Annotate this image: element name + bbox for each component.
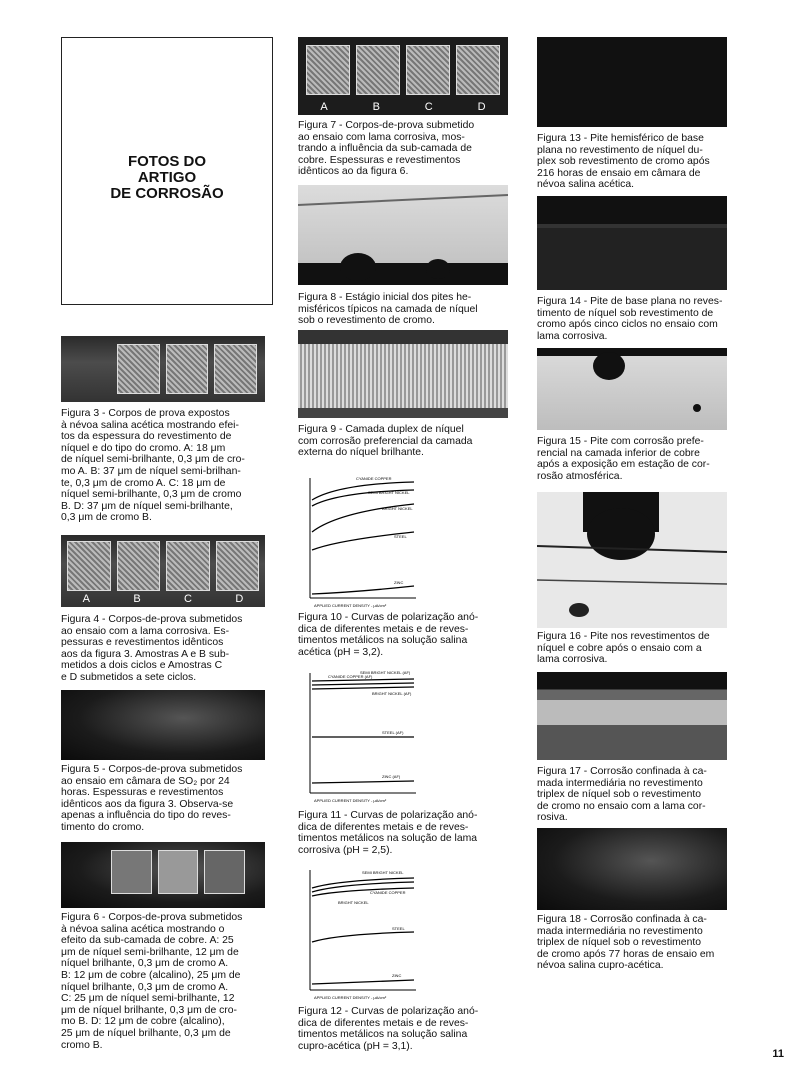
specimen-panel [204,850,245,894]
figure-8-photo [298,185,508,285]
figure-18-photo [537,828,727,910]
panel-label: C [424,101,433,113]
specimen-panel [67,541,111,591]
series-label: SEMI BRIGHT NICKEL [362,870,404,875]
page-number: 11 [772,1048,784,1060]
figure-16-photo [537,492,727,628]
figure-16-caption: Figura 16 - Pite nos revestimentos de níquel e cobre após o ensaio com a lama corrosiva. [537,631,710,666]
pit-illustration [537,492,727,628]
figure-8-caption: Figura 8 - Estágio inicial dos pites he- misféricos típicos na camada de níquel sob o revestimento de cromo. [298,292,478,327]
series-label: STEEL (AF) [382,730,404,735]
series-label: STEEL [392,926,405,931]
series-label: CYANIDE COPPER [356,476,392,481]
panel-label: A [82,593,91,605]
figure-12-chart [298,862,418,1002]
figure-3-caption: Figura 3 - Corpos de prova expostos à névoa salina acética mostrando efei- tos da espessura do revestimento de níquel e do tipo do cromo. A: 18 μm de níquel semi-brilhante, 0,3 μm de cro- mo A. B: 37 μm de níquel semi-brilhan- te, 0,3 μm de cromo A. C: 18 μm de níquel semi-brilhante, 0,3 μm de cromo B. D: 37 μm de níquel semi-brilhante, 0,3 μm de cromo B. [61,408,245,524]
figure-11-chart [298,665,418,805]
series-label: STEEL [394,534,407,539]
figure-14-caption: Figura 14 - Pite de base plana no reves- timento de níquel sob revestimento de cromo após cinco ciclos no ensaio com lama corrosiva. [537,296,723,342]
page-title: FOTOS DO ARTIGO DE CORROSÃO [110,153,224,202]
series-label: ZINC [392,973,402,978]
specimen-panel [306,45,350,95]
figure-18-caption: Figura 18 - Corrosão confinada à ca- mada intermediária no revestimento triplex de níquel sob o revestimento de cromo após 77 horas de ensaio em névoa salina cupro-acética. [537,914,715,972]
pit-illustration [537,348,727,430]
figure-5-caption: Figura 5 - Corpos-de-prova submetidos ao ensaio em câmara de SO₂ por 24 horas. Espessuras e revestimentos idênticos aos da figura 3. Observa-se apenas a influência do tipo do reves- timento do cromo. [61,764,243,833]
figure-4-photo [61,535,265,607]
pit-illustration [298,185,508,285]
figure-5-photo [61,690,265,760]
figure-9-caption: Figura 9 - Camada duplex de níquel com corrosão preferencial da camada externa do níquel brilhante. [298,424,473,459]
figure-7-photo [298,37,508,115]
specimen-panel [111,850,152,894]
series-label: BRIGHT NICKEL (AF) [372,691,412,696]
series-label: SEMI BRIGHT NICKEL (AF) [360,670,411,675]
panel-labels [298,101,508,113]
x-axis-label: APPLIED CURRENT DENSITY - μA/cm² [314,798,387,803]
figure-13-caption: Figura 13 - Pite hemisférico de base plana no revestimento de níquel du- plex sob revestimento de cromo após 216 horas de ensaio em câmara de névoa salina acética. [537,133,710,191]
panel-label: B [133,593,141,605]
figure-10-chart [298,470,418,610]
series-label: BRIGHT NICKEL [338,900,369,905]
series-label: SEMI BRIGHT NICKEL [368,490,410,495]
figure-17-photo [537,672,727,760]
figure-14-photo [537,196,727,290]
title-box [61,37,273,305]
panel-label: C [184,593,192,605]
panel-labels [61,593,265,605]
x-axis-label: APPLIED CURRENT DENSITY - μA/cm² [314,995,387,1000]
figure-6-photo [61,842,265,908]
series-label: BRIGHT NICKEL [382,506,413,511]
specimen-panel [158,850,199,894]
specimen-panel [166,344,209,394]
figure-7-caption: Figura 7 - Corpos-de-prova submetido ao ensaio com lama corrosiva, mos- trando a influência da sub-camada de cobre. Espessuras e revestimentos idênticos ao da figura 6. [298,120,475,178]
panel-label: D [235,593,244,605]
specimen-panel [117,344,160,394]
panel-label: A [320,101,328,113]
specimen-panel [456,45,500,95]
specimen-panel [117,541,161,591]
specimen-panel [166,541,210,591]
specimen-panel [356,45,400,95]
x-axis-label: APPLIED CURRENT DENSITY - μA/cm² [314,603,387,608]
figure-17-caption: Figura 17 - Corrosão confinada à ca- mada intermediária no revestimento triplex de níquel sob o revestimento de cromo no ensaio com a lama cor- rosiva. [537,766,707,824]
specimen-panel [406,45,450,95]
series-label: CYANIDE COPPER [370,890,406,895]
specimen-panel [214,344,257,394]
series-label: ZINC (AF) [382,774,401,779]
figure-15-caption: Figura 15 - Pite com corrosão prefe- rencial na camada inferior de cobre após a exposição em estação de cor- rosão atmosférica. [537,436,710,482]
figure-3-photo [61,336,265,402]
figure-15-photo [537,348,727,430]
figure-6-caption: Figura 6 - Corpos-de-prova submetidos à névoa salina acética mostrando o efeito da sub-camada de cobre. A: 25 μm de níquel semi-brilhante, 12 μm de níquel brilhante, 0,3 μm de cromo A. B: 12 μm de cobre (alcalino), 25 μm de níquel brilhante, 0,3 μm de cromo A. C: 25 μm de níquel semi-brilhante, 12 μm de níquel brilhante, 0,3 μm de cro- mo B. D: 12 μm de cobre (alcalino), 25 μm de níquel brilhante, 0,3 μm de cromo B. [61,912,243,1051]
figure-13-photo [537,37,727,127]
figure-10-caption: Figura 10 - Curvas de polarização anó- dica de diferentes metais e de reves- timentos metálicos na solução salina acética (pH = 3,2). [298,612,479,658]
figure-12-caption: Figura 12 - Curvas de polarização anó- dica de diferentes metais e de reves- timentos metálicos na solução salina cupro-acética (pH = 3,1). [298,1006,479,1052]
series-label: ZINC [394,580,404,585]
panel-label: B [372,101,380,113]
specimen-panel [216,541,260,591]
series-label: CYANIDE COPPER (AF) [328,674,373,679]
figure-9-photo [298,330,508,418]
figure-4-caption: Figura 4 - Corpos-de-prova submetidos ao ensaio com a lama corrosiva. Es- pessuras e revestimentos idênticos aos da figura 3. Amostras A e B sub- metidos a dois ciclos e Amostras C e D submetidos a sete ciclos. [61,614,243,683]
figure-11-caption: Figura 11 - Curvas de polarização anó- dica de diferentes metais e de reves- timentos metálicos na solução de lama corrosiva (pH = 2,5). [298,810,478,856]
panel-label: D [477,101,486,113]
